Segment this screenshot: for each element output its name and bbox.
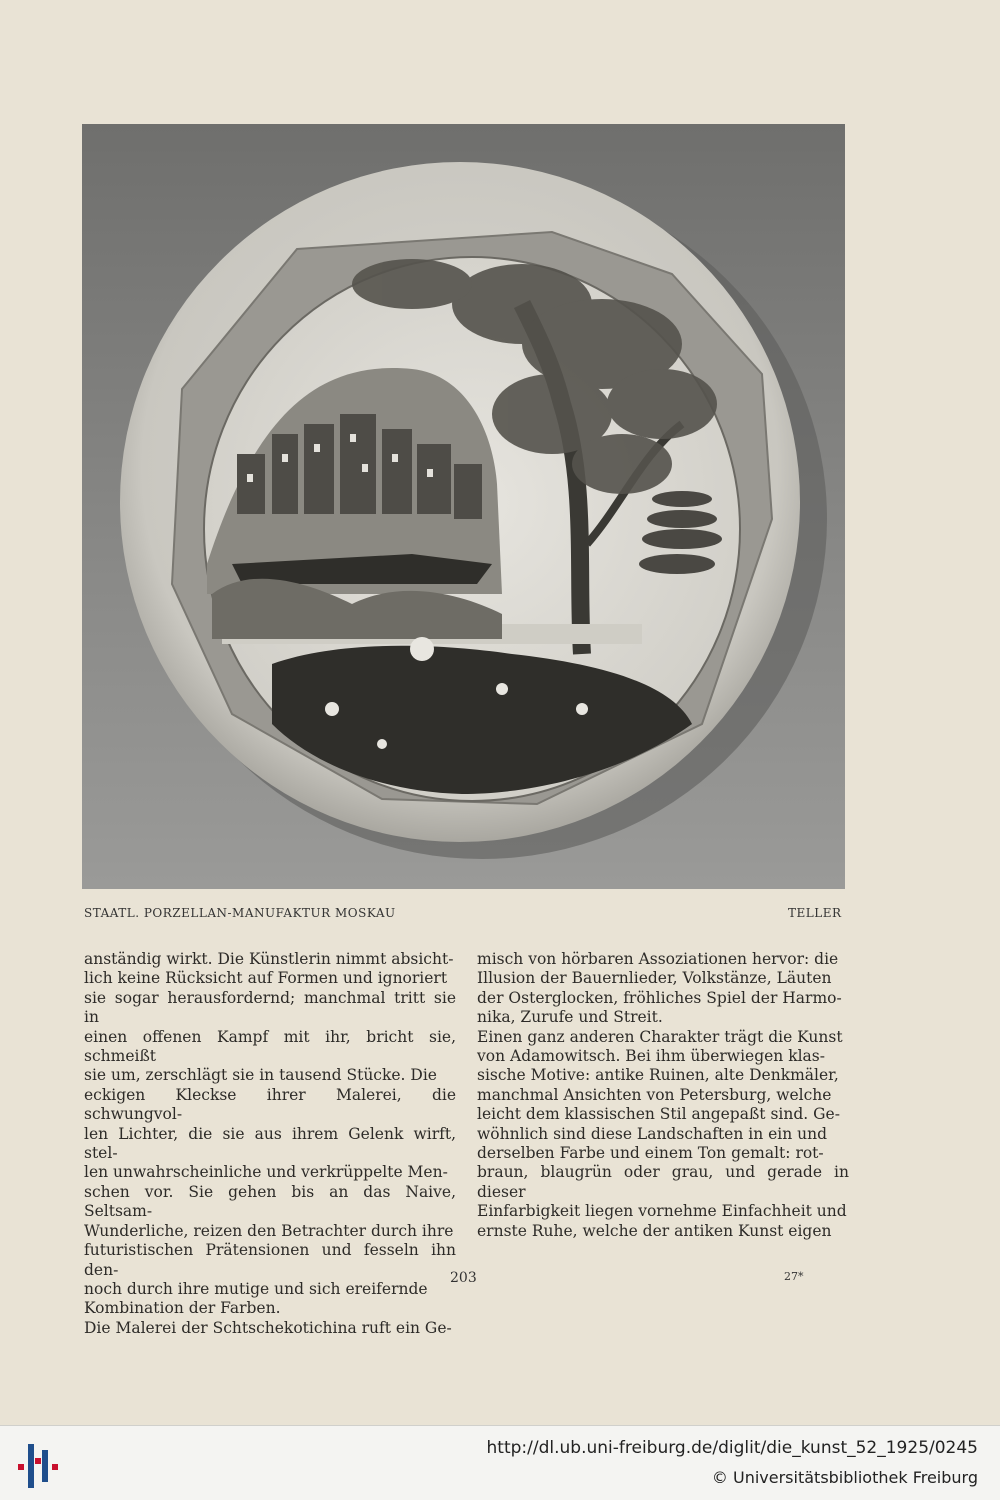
plate-photograph bbox=[82, 124, 845, 889]
text-line: Einen ganz anderen Charakter trägt die Kunst bbox=[477, 1027, 843, 1046]
text-line: manchmal Ansichten von Petersburg, welche bbox=[477, 1085, 832, 1104]
text-line: schen vor. Sie gehen bis an das Naive, Seltsam- bbox=[84, 1182, 456, 1221]
signature-mark: 27* bbox=[784, 1270, 804, 1283]
text-line: ernste Ruhe, welche der antiken Kunst eigen bbox=[477, 1221, 832, 1240]
text-line: Wunderliche, reizen den Betrachter durch ihre bbox=[84, 1221, 454, 1240]
text-line: eckigen Kleckse ihrer Malerei, die schwungvol- bbox=[84, 1085, 456, 1124]
page-number: 203 bbox=[450, 1270, 477, 1286]
repository-footer bbox=[0, 1425, 1000, 1500]
text-line: Illusion der Bauernlieder, Volkstänze, Läuten bbox=[477, 969, 832, 988]
figure-caption-manufacturer: STAATL. PORZELLAN-MANUFAKTUR MOSKAU bbox=[84, 906, 396, 920]
text-line: leicht dem klassischen Stil angepaßt sind. Ge- bbox=[477, 1105, 840, 1124]
text-line: nika, Zurufe und Streit. bbox=[477, 1008, 663, 1027]
text-line: sie sogar herausfordernd; manchmal tritt sie in bbox=[84, 988, 456, 1027]
text-line: von Adamowitsch. Bei ihm überwiegen klas- bbox=[477, 1047, 825, 1066]
source-url-link[interactable]: http://dl.ub.uni-freiburg.de/diglit/die_kunst_52_1925/0245 bbox=[486, 1438, 978, 1458]
text-line: Einfarbigkeit liegen vornehme Einfachheit und bbox=[477, 1202, 847, 1221]
text-line: anständig wirkt. Die Künstlerin nimmt absicht- bbox=[84, 950, 454, 968]
text-line: noch durch ihre mutige und sich ereifernde bbox=[84, 1279, 428, 1298]
text-line: lich keine Rücksicht auf Formen und ignoriert bbox=[84, 969, 448, 988]
figure-caption-object: TELLER bbox=[788, 906, 842, 920]
text-line: Kombination der Farben. bbox=[84, 1299, 281, 1318]
text-line: einen offenen Kampf mit ihr, bricht sie, schmeißt bbox=[84, 1027, 456, 1066]
text-line: len Lichter, die sie aus ihrem Gelenk wirft, stel- bbox=[84, 1124, 456, 1163]
text-line: braun, blaugrün oder grau, und gerade in dieser bbox=[477, 1163, 849, 1201]
copyright-notice: © Universitätsbibliothek Freiburg bbox=[711, 1468, 978, 1487]
text-column-right bbox=[477, 950, 849, 1241]
text-line: misch von hörbaren Assoziationen hervor: die bbox=[477, 950, 839, 968]
plate-illustration bbox=[82, 124, 845, 889]
ub-freiburg-logo-icon bbox=[14, 1442, 62, 1494]
text-line: len unwahrscheinliche und verkrüppelte Men- bbox=[84, 1163, 448, 1182]
text-line: wöhnlich sind diese Landschaften in ein und bbox=[477, 1124, 828, 1143]
text-line: sische Motive: antike Ruinen, alte Denkmäler, bbox=[477, 1066, 839, 1085]
text-line: futuristischen Prätensionen und fesseln ihn den- bbox=[84, 1241, 456, 1279]
text-line: Die Malerei der Schtschekotichina ruft ein Ge- bbox=[84, 1318, 452, 1337]
text-line: der Osterglocken, fröhliches Spiel der Harmo- bbox=[477, 988, 842, 1007]
text-line: sie um, zerschlägt sie in tausend Stücke. Die bbox=[84, 1066, 437, 1085]
text-column-left bbox=[84, 950, 456, 1338]
text-line: derselben Farbe und einem Ton gemalt: rot- bbox=[477, 1144, 824, 1163]
